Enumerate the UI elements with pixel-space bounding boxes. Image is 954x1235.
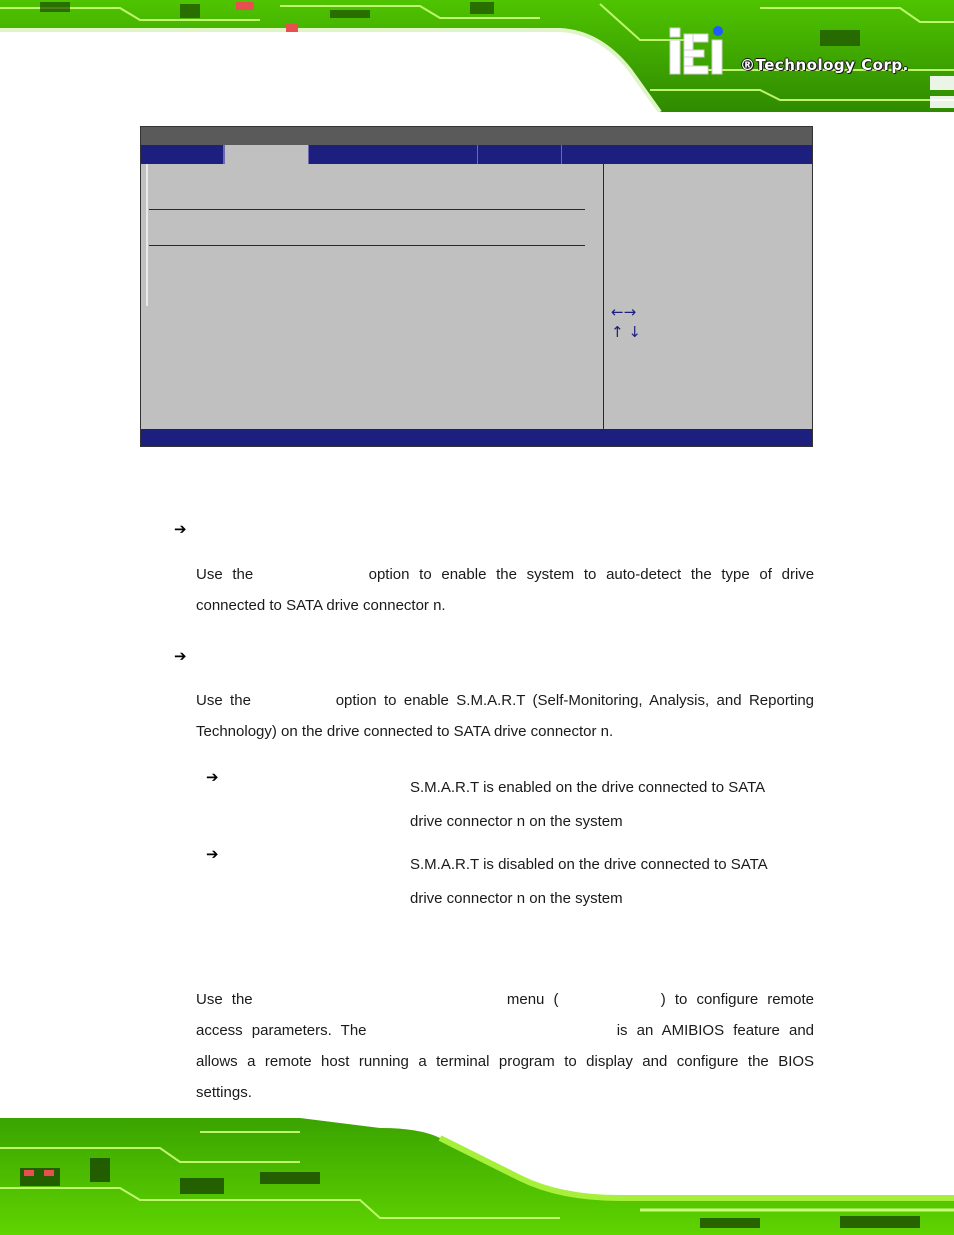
word: the (231, 991, 253, 1008)
paragraph-line: S.M.A.R.T is disabled on the drive connected to SATA (410, 856, 768, 873)
word: to (419, 566, 432, 583)
paragraph-line: drive connector n on the system (410, 890, 623, 907)
word: AMIBIOS (661, 1022, 725, 1039)
word: ( (553, 991, 559, 1008)
word: allows (196, 1053, 238, 1070)
paragraph-line (196, 984, 814, 1015)
word: option (368, 566, 410, 583)
word: terminal (436, 1053, 490, 1070)
word: the (747, 1053, 769, 1070)
bios-tab-advanced[interactable] (224, 145, 309, 164)
arrow-bullet-icon: ➔ (206, 845, 219, 863)
word: BIOS (778, 1053, 815, 1070)
word: of (759, 566, 772, 583)
word: enable (441, 566, 487, 583)
bios-help-pane (611, 302, 641, 342)
word: remote (767, 991, 814, 1008)
word: a (247, 1053, 256, 1070)
bios-pane-highlight (146, 164, 148, 306)
paragraph-option2 (196, 685, 814, 747)
suboption-enabled (410, 771, 807, 839)
bios-status-bar (141, 429, 812, 446)
word: type (721, 566, 750, 583)
bios-tab-security[interactable] (562, 145, 812, 164)
word: to (674, 991, 688, 1008)
word: program (498, 1053, 555, 1070)
word: and (789, 1022, 815, 1039)
suboption-disabled (410, 848, 807, 916)
word: is (616, 1022, 628, 1039)
word: Use the (196, 692, 251, 709)
paragraph-line: Technology) on the drive connected to SATA drive connector n. (196, 723, 614, 740)
bios-tab-main[interactable] (141, 145, 224, 164)
word: drive (781, 566, 815, 583)
circuit-board-footer-graphic (0, 1118, 954, 1235)
brand-name: ®Technology Corp. (740, 56, 909, 74)
word: auto-detect (606, 566, 682, 583)
paragraph-line: drive connector n on the system (410, 813, 623, 830)
bios-tab-bar (141, 145, 812, 164)
word: configure (676, 1053, 739, 1070)
word: configure (696, 991, 759, 1008)
word: parameters. (251, 1022, 332, 1039)
word: the (690, 566, 712, 583)
paragraph-line (196, 1015, 814, 1046)
paragraph-line: connected to SATA drive connector n. (196, 597, 446, 614)
arrow-bullet-icon: ➔ (174, 647, 187, 665)
bios-divider (149, 209, 585, 210)
bios-divider (149, 245, 585, 246)
bios-screenshot (140, 126, 813, 447)
bios-body (141, 164, 812, 429)
word: system (526, 566, 575, 583)
paragraph-line: settings. (196, 1084, 252, 1101)
word: running (358, 1053, 409, 1070)
word: the (232, 566, 254, 583)
iei-logo-icon (668, 24, 728, 76)
page-footer-banner (0, 1118, 954, 1235)
bios-settings-pane (146, 164, 604, 429)
word: display (586, 1053, 633, 1070)
bios-tab-pcipnp[interactable] (309, 145, 478, 164)
word: host (321, 1053, 350, 1070)
up-down-arrows-icon: ↑ ↓ (611, 323, 641, 341)
paragraph-option1 (196, 559, 814, 621)
word: Use (196, 566, 223, 583)
bios-tab-boot[interactable] (478, 145, 562, 164)
word: an (636, 1022, 654, 1039)
paragraph-line (196, 1046, 814, 1077)
paragraph-remote-access (196, 984, 814, 1108)
word: the (496, 566, 517, 583)
word: ) (660, 991, 666, 1008)
paragraph-line (196, 685, 814, 716)
left-right-arrows-icon: ←→ (611, 303, 637, 321)
arrow-bullet-icon: ➔ (174, 520, 187, 538)
paragraph-line: S.M.A.R.T is enabled on the drive connected to SATA (410, 779, 766, 796)
word: a (418, 1053, 427, 1070)
word: Use (196, 991, 223, 1008)
arrow-bullet-icon: ➔ (206, 768, 219, 786)
page-header-banner (0, 0, 954, 112)
iei-logo (668, 24, 728, 76)
word: remote (264, 1053, 312, 1070)
word: option to enable S.M.A.R.T (Self-Monitoring, Analysis, and Reporting (335, 692, 815, 709)
word: The (340, 1022, 367, 1039)
word: access (196, 1022, 243, 1039)
word: to (564, 1053, 577, 1070)
word: feature (733, 1022, 780, 1039)
bios-title-bar (141, 127, 812, 145)
word: to (583, 566, 597, 583)
word: and (642, 1053, 668, 1070)
paragraph-line (196, 559, 814, 590)
word: menu (506, 991, 545, 1008)
